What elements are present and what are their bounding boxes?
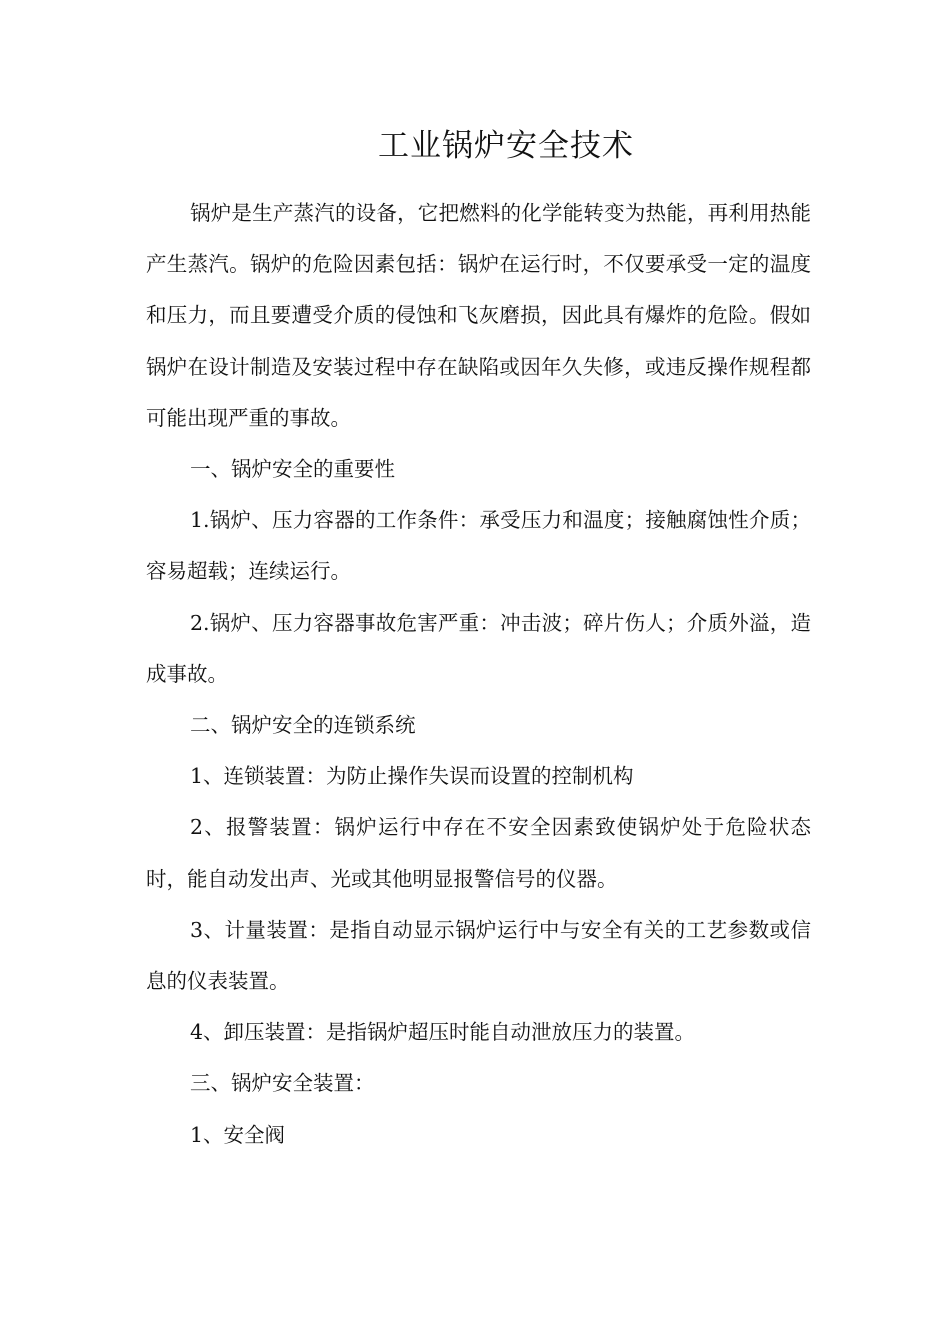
intro-paragraph: 锅炉是生产蒸汽的设备，它把燃料的化学能转变为热能，再利用热能产生蒸汽。锅炉的危险因素包括：锅炉在运行时，不仅要承受一定的温度和压力，而且要遭受介质的侵蚀和飞灰磨损，因此具有爆炸的危险。假如锅炉在设计制造及安装过程中存在缺陷或因年久失修，或违反操作规程都可能出现严重的事故。	[146, 201, 811, 430]
list-item: 4、卸压装置：是指锅炉超压时能自动泄放压力的装置。	[190, 1020, 696, 1045]
list-item: 1、安全阀	[190, 1122, 286, 1147]
list-item: 2、报警装置：锅炉运行中存在不安全因素致使锅炉处于危险状态时，能自动发出声、光或其他明显报警信号的仪器。	[146, 815, 811, 891]
section-heading-1: 一、锅炉安全的重要性	[190, 457, 395, 482]
document-body	[146, 188, 811, 1161]
list-item: 1.锅炉、压力容器的工作条件：承受压力和温度；接触腐蚀性介质；容易超载；连续运行。	[146, 508, 811, 584]
list-item: 1、连锁装置：为防止操作失误而设置的控制机构	[190, 764, 634, 789]
section-heading-3: 三、锅炉安全装置：	[190, 1071, 375, 1096]
document-title: 工业锅炉安全技术	[378, 128, 634, 164]
section-heading-2: 二、锅炉安全的连锁系统	[190, 713, 416, 738]
list-item: 3、计量装置：是指自动显示锅炉运行中与安全有关的工艺参数或信息的仪表装置。	[146, 917, 811, 994]
list-item: 2.锅炉、压力容器事故危害严重：冲击波；碎片伤人；介质外溢，造成事故。	[146, 610, 811, 686]
